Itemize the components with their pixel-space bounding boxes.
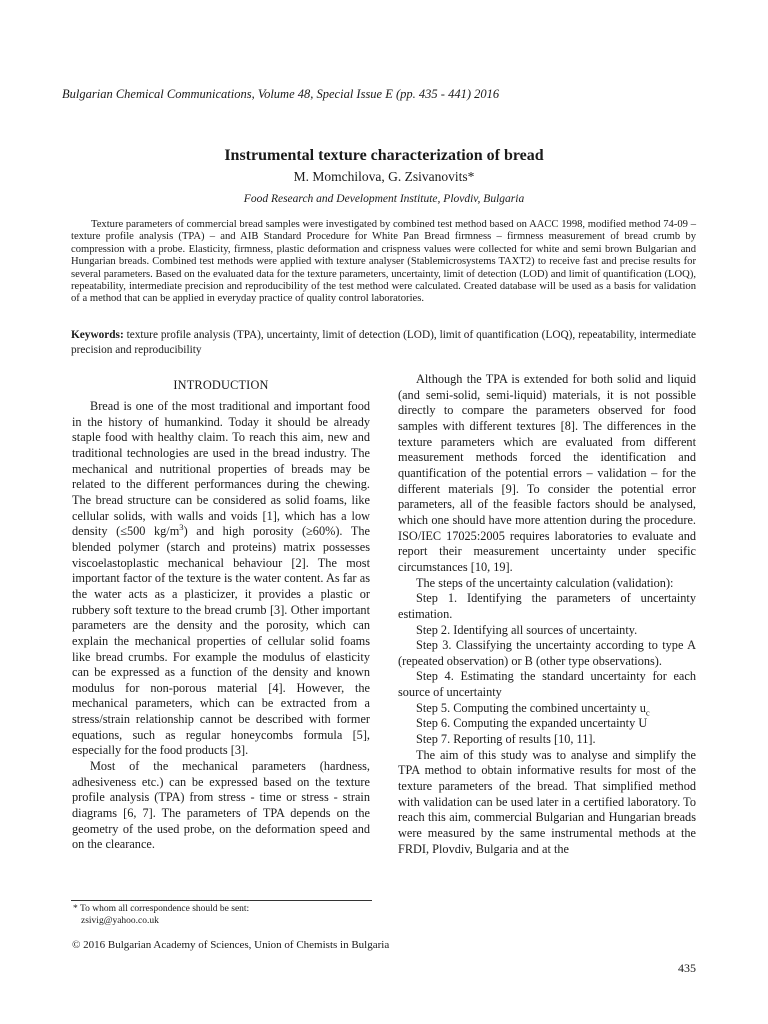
intro-paragraph-1-text-a: Bread is one of the most traditional and important food in the history of humankind. Today it should be already staple food with healthy claim. To reach this aim, new and traditional technologies are used in the bread industry. The mechanical and nutritional properties of breads may be related to the different performances during the chewing. The bread structure can be considered as solid foams, like cellular solids, with walls and voids [1], which has a low density (≤500 kg/m (72, 399, 370, 539)
subscript-c: c (645, 707, 650, 718)
footnote-text: * To whom all correspondence should be sent: (73, 904, 250, 914)
step-item: Step 2. Identifying all sources of uncertainty. (416, 622, 638, 637)
right-paragraph-2: The steps of the uncertainty calculation (validation): (416, 575, 674, 590)
step-item: Step 3. Classifying the uncertainty according to type A (repeated observation) or B (other type observations). (398, 638, 696, 668)
step-item: Step 4. Estimating the standard uncertainty for each source of uncertainty (398, 669, 696, 700)
step-item: Step 1. Identifying the parameters of uncertainty estimation. (398, 591, 696, 621)
journal-citation: Bulgarian Chemical Communications, Volume 48, Special Issue E (pp. 435 - 441) 2016 (62, 87, 500, 101)
author-list: M. Momchilova, G. Zsivanovits* (293, 169, 475, 184)
step-5-text: Step 5. Computing the combined uncertainty u (416, 700, 646, 715)
superscript-3: 3 (179, 522, 184, 533)
footnote-divider (71, 900, 372, 901)
section-heading-introduction: INTRODUCTION (173, 378, 269, 392)
right-paragraph-3: The aim of this study was to analyse and simplify the TPA method to obtain informative results for most of the texture parameters of the bread. That simplified method with validation can be used later in a certified laboratory. To reach this aim, commercial Bulgarian and Hungarian breads were measured by the same instrumental methods at the FRDI, Plovdiv, Bulgaria and at the (398, 747, 696, 856)
correspondence-footnote (73, 904, 373, 927)
copyright-notice: © 2016 Bulgarian Academy of Sciences, Union of Chemists in Bulgaria (72, 939, 390, 951)
right-paragraph-1: Although the TPA is extended for both solid and liquid (and semi-solid, semi-liquid) materials, it is not possible directly to compare the parameters observed for food samples with different textures [8]. The differences in the texture parameters which are evaluated from different measurement methods forced the identification and quantification of the potential errors – validation – for the different materials [9]. To consider the potential error parameters, all of the feasible factors should be analysed, which one should have more attention during the procedure. ISO/IEC 17025:2005 requires laboratories to evaluate and report their measurement uncertainty under specific circumstances [10, 19]. (398, 372, 696, 574)
page-number: 435 (678, 961, 696, 975)
intro-paragraph-1-text-b: ) and high porosity (≥60%). The blended polymer (starch and proteins) matrix possesses viscoelastoplastic mechanical behaviour [2]. The most important factor of the texture is the water content. As far as the water acts as a plasticizer, it provides a plastic or rubbery soft texture to the bread crumb [3]. Other important parameters are the density and the porosity, which can explain the mechanical properties of cellular solid foams like bread crumbs. For example the modulus of elasticity can be expressed as a function of the density and known modulus for non-porous material [4]. However, the mechanical parameters, which can be extracted from a stress/strain relationship cannot be described with former equations, such as regular honeycombs formula [5], especially for the food products [3]. (72, 524, 370, 758)
step-item-5 (398, 701, 696, 717)
affiliation: Food Research and Development Institute, Plovdiv, Bulgaria (243, 193, 525, 205)
keywords (71, 328, 696, 357)
keywords-text: texture profile analysis (TPA), uncertainty, limit of detection (LOD), limit of quantification (LOQ), repeatability, intermediate precision and reproducibility (71, 329, 696, 356)
intro-paragraph-1 (72, 399, 370, 759)
step-item-7: Step 7. Reporting of results [10, 11]. (416, 732, 596, 747)
keywords-label: Keywords: (71, 329, 124, 341)
paper-title: Instrumental texture characterization of bread (224, 147, 544, 164)
intro-paragraph-2: Most of the mechanical parameters (hardness, adhesiveness etc.) can be expressed based on the texture profile analysis (TPA) from stress - time or stress - strain diagrams [6, 7]. The parameters of TPA depends on the geometry of the used probe, on the deformation speed and on the clearance. (72, 759, 370, 852)
abstract: Texture parameters of commercial bread samples were investigated by combined test method based on AACC 1998, modified method 74-09 – texture profile analysis (TPA) – and AIB Standard Procedure for White Pan Bread firmness – firmness measurement of bread crumb by compression with a probe. Elasticity, firmness, plastic deformation and crispness values were collected for white and semi brown Bulgarian and Hungarian breads. Combined test methods were applied with texture analyser (Stablemicrosystems TAXT2) to receive fast and precise results for several parameters. Based on the evaluated data for the texture parameters, uncertainty, limit of detection (LOD) and limit of quantification (LOQ), repeatability, intermediate precision and reproducibility of the test method were calculated. Created database will be used as a basis for validation of a method that can be applied in everyday practice of quality control laboratories. (71, 219, 696, 305)
right-column (398, 372, 696, 857)
left-column (72, 377, 370, 853)
step-item-6: Step 6. Computing the expanded uncertainty U (416, 716, 648, 731)
correspondence-email: zsivig@yahoo.co.uk (81, 915, 159, 926)
